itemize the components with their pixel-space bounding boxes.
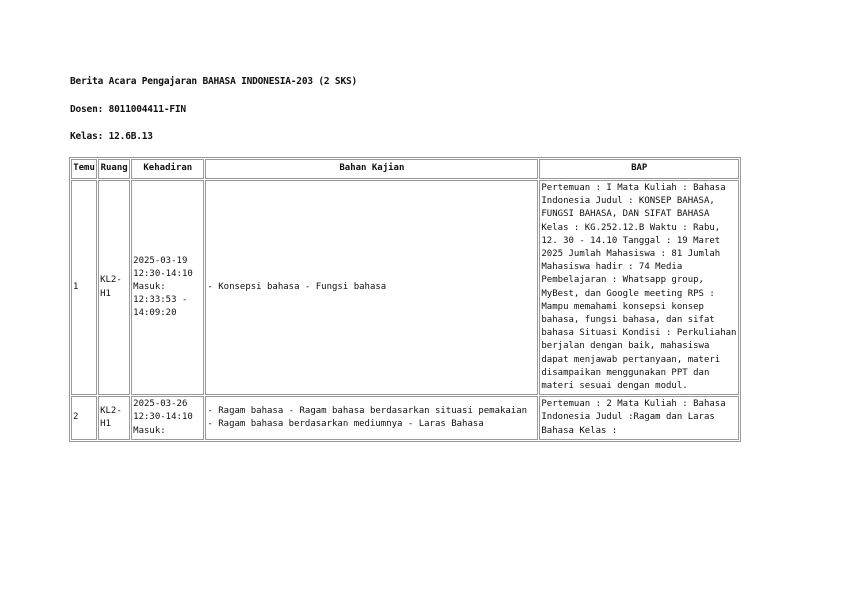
col-bap-header: BAP xyxy=(539,159,739,179)
berita-acara-table xyxy=(69,157,741,442)
temu-cell: 1 xyxy=(71,180,97,395)
table-header-row xyxy=(71,159,739,179)
col-kehadiran-header: Kehadiran xyxy=(131,159,204,179)
bap-cell: Pertemuan : 2 Mata Kuliah : Bahasa Indonesia Judul :Ragam dan Laras Bahasa Kelas : xyxy=(539,396,739,440)
col-temu-header: Temu xyxy=(71,159,97,179)
kehadiran-cell: 2025-03-26 12:30-14:10 Masuk: xyxy=(131,396,204,440)
col-ruang-header: Ruang xyxy=(98,159,130,179)
ruang-cell: KL2-H1 xyxy=(98,180,130,395)
dosen-line: Dosen: 8011004411-FIN xyxy=(70,104,186,115)
table-row xyxy=(71,180,739,395)
col-bahan-kajian-header: Bahan Kajian xyxy=(205,159,538,179)
kelas-line: Kelas: 12.6B.13 xyxy=(70,131,153,142)
kehadiran-cell: 2025-03-19 12:30-14:10 Masuk: 12:33:53 - 14:09:20 xyxy=(131,180,204,395)
bahan-kajian-cell: - Ragam bahasa - Ragam bahasa berdasarkan situasi pemakaian - Ragam bahasa berdasarkan mediumnya - Laras Bahasa xyxy=(205,396,538,440)
bahan-kajian-cell: - Konsepsi bahasa - Fungsi bahasa xyxy=(205,180,538,395)
ruang-cell: KL2-H1 xyxy=(98,396,130,440)
document-title: Berita Acara Pengajaran BAHASA INDONESIA-203 (2 SKS) xyxy=(70,76,358,87)
bap-cell: Pertemuan : I Mata Kuliah : Bahasa Indonesia Judul : KONSEP BAHASA, FUNGSI BAHASA, DAN SIFAT BAHASA Kelas : KG.252.12.B Waktu : Rabu, 12. 30 - 14.10 Tanggal : 19 Maret 2025 Jumlah Mahasiswa : 81 Jumlah Mahasiswa hadir : 74 Media Pembelajaran : Whatsapp group, MyBest, dan Google meeting RPS : Mampu memahami konsepsi konsep bahasa, fungsi bahasa, dan sifat bahasa Situasi Kondisi : Perkuliahan berjalan dengan baik, mahasiswa dapat menjawab pertanyaan, materi disampaikan menggunakan PPT dan materi sesuai dengan modul. xyxy=(539,180,739,395)
temu-cell: 2 xyxy=(71,396,97,440)
table-row xyxy=(71,396,739,440)
